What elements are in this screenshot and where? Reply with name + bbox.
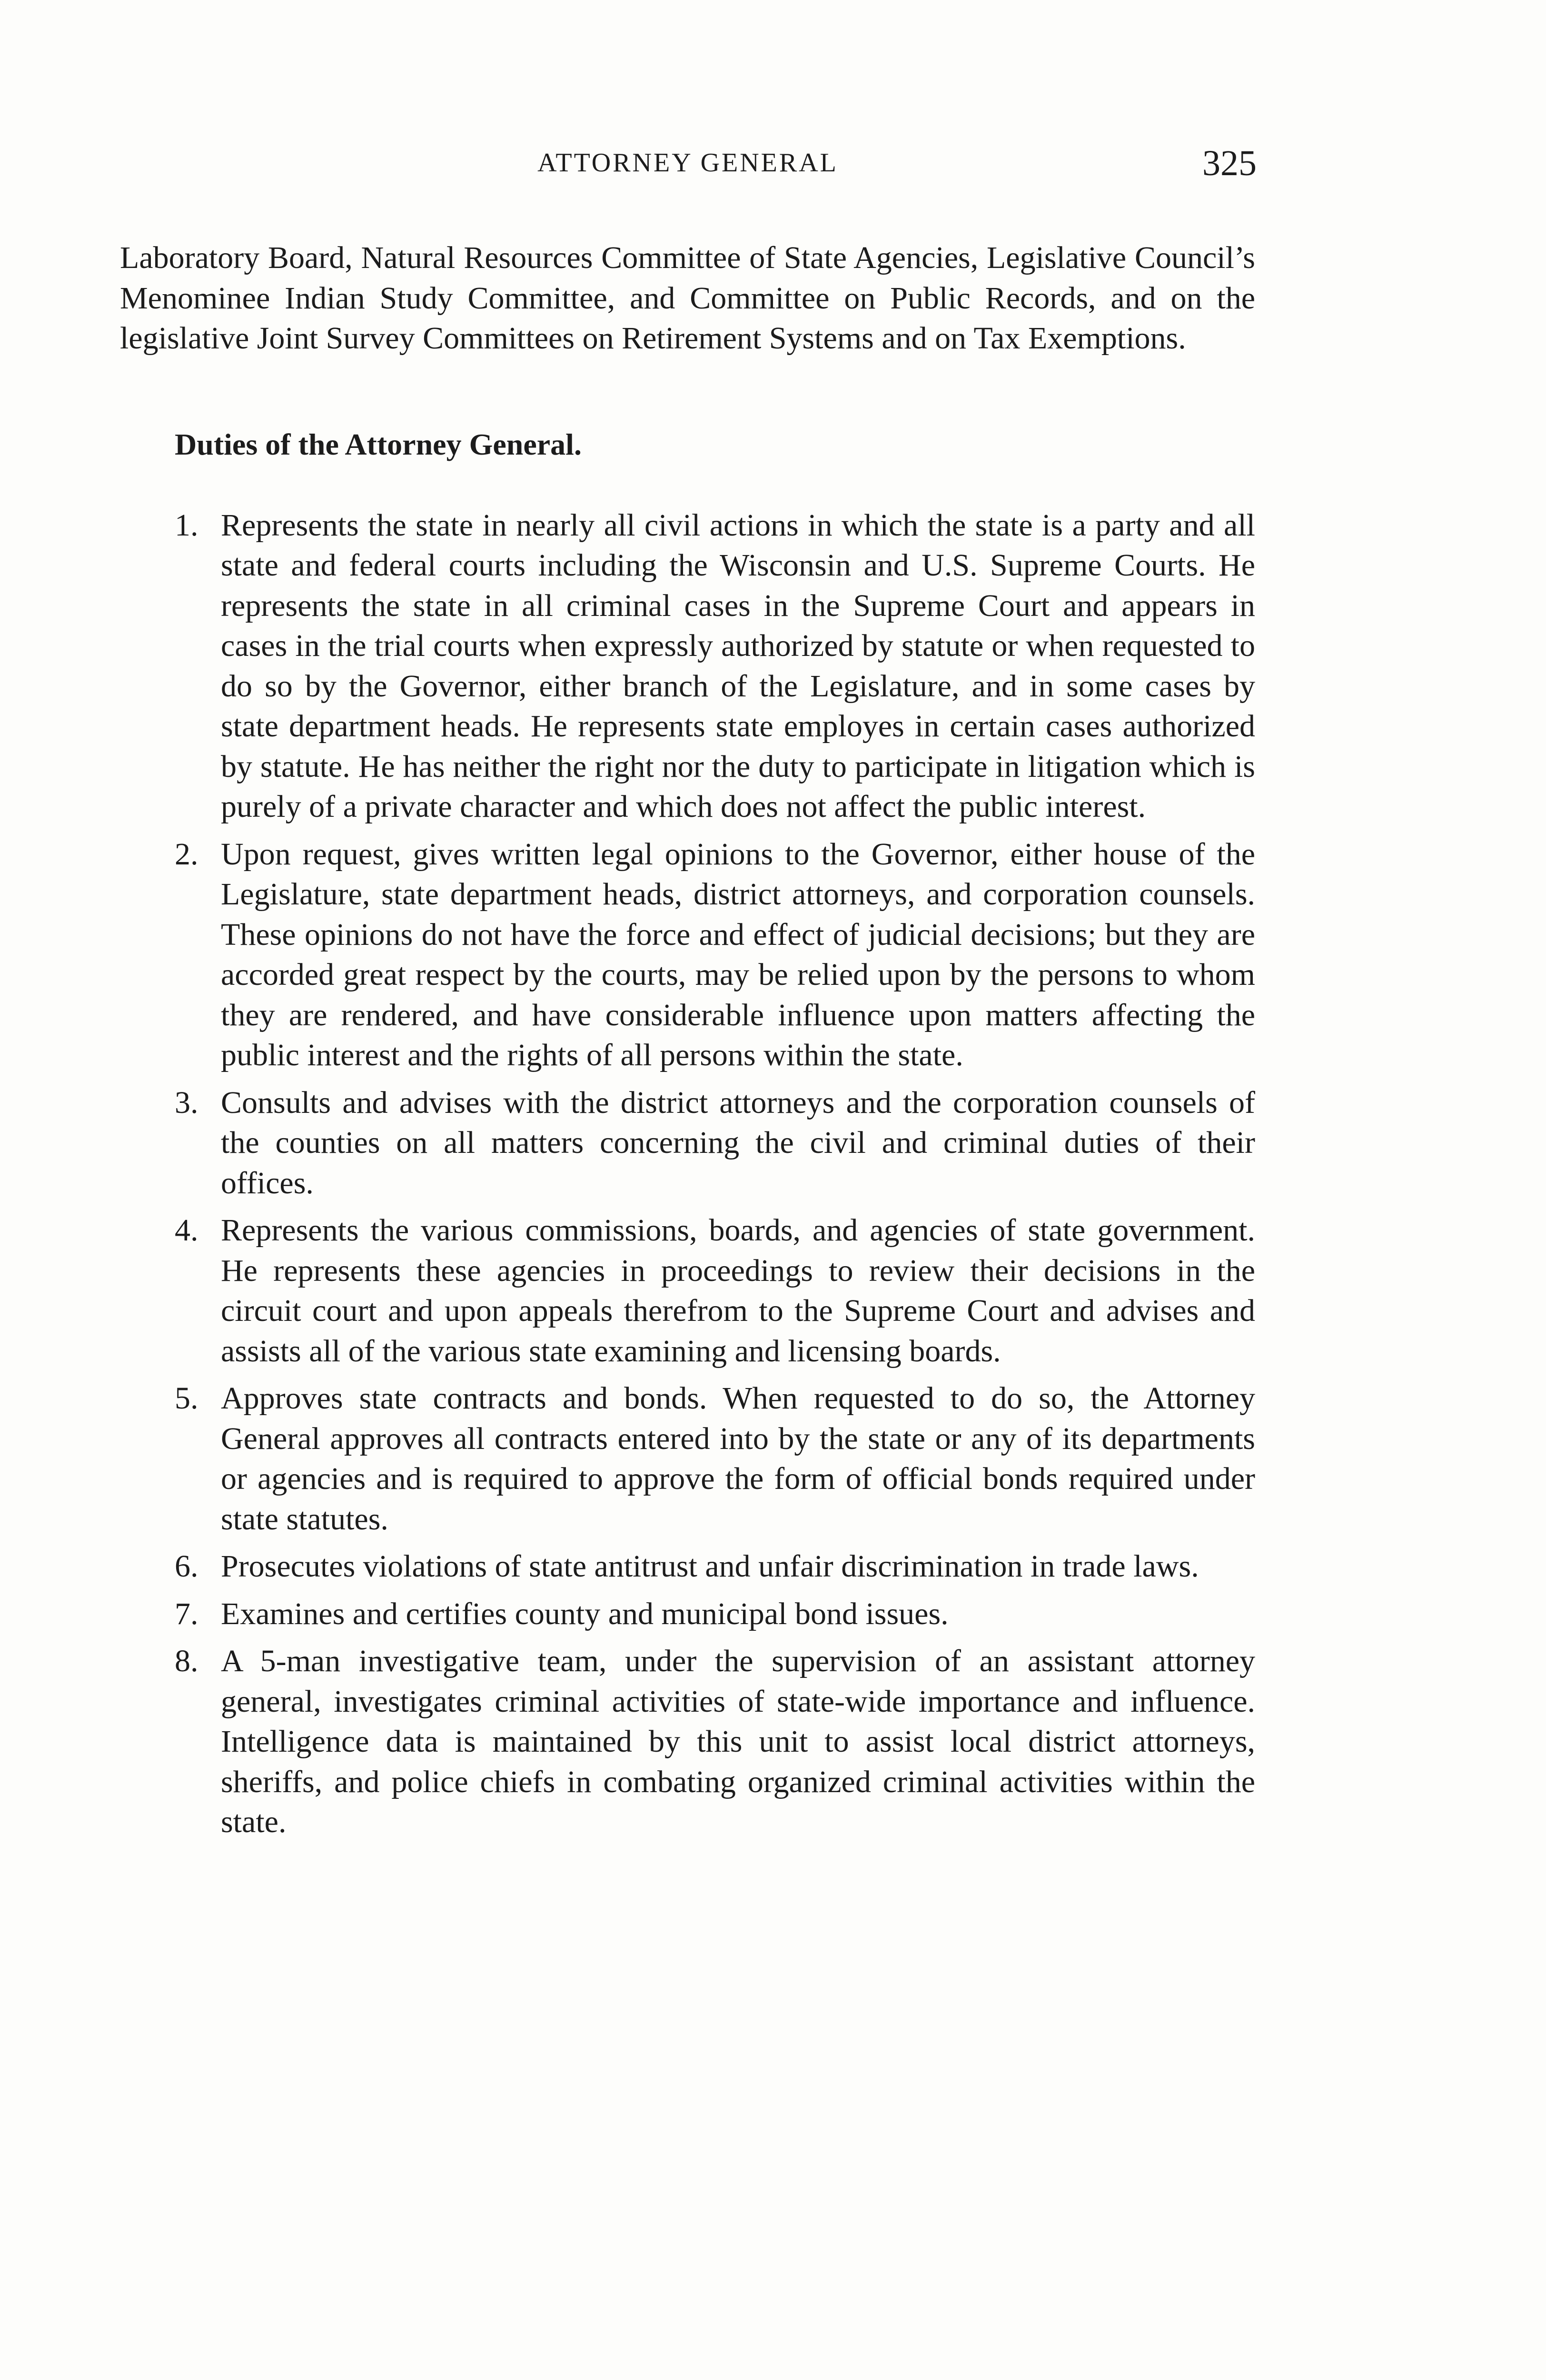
duty-number: 4.	[175, 1213, 198, 1248]
duty-text: Represents the various commissions, boards, and agencies of state government. He represents these agencies in proceedings to review their decisions in the circuit court and upon appeals therefrom to the Supreme Court and advises and assists all of the various state examining and licensing boards.	[221, 1213, 1255, 1368]
section-heading: Duties of the Attorney General.	[175, 427, 582, 461]
duty-item	[120, 1641, 1255, 1843]
duty-text: Approves state contracts and bonds. When requested to do so, the Attorney General approves all contracts entered into by the state or any of its departments or agencies and is required to approve the form of official bonds required under state statutes.	[221, 1381, 1255, 1537]
duty-item	[120, 506, 1255, 827]
duty-item	[120, 834, 1255, 1076]
duty-item	[120, 1378, 1255, 1539]
duty-item	[120, 1594, 1255, 1635]
duty-text: A 5-man investigative team, under the supervision of an assistant attorney general, investigates criminal activities of state-wide importance and influence. Intelligence data is maintained by this unit to assist local district attorneys, sheriffs, and police chiefs in combating organized criminal activities within the state.	[221, 1644, 1255, 1839]
duty-text: Represents the state in nearly all civil actions in which the state is a party and all state and federal courts including the Wisconsin and U.S. Supreme Courts. He represents the state in all criminal cases in the Supreme Court and appears in cases in the trial courts when expressly authorized by statute or when requested to do so by the Governor, either branch of the Legislature, and in some cases by state department heads. He represents state employes in certain cases authorized by statute. He has neither the right nor the duty to participate in litigation which is purely of a private character and which does not affect the public interest.	[221, 507, 1255, 824]
duty-item	[120, 1547, 1255, 1587]
duty-item	[120, 1210, 1255, 1371]
page-content	[120, 238, 1255, 1850]
running-head	[119, 143, 1257, 200]
intro-paragraph: Laboratory Board, Natural Resources Committee of State Agencies, Legislative Council’s Menominee Indian Study Committee, and Committee on Public Records, and on the legislative Joint Survey Committees on Retirement Systems and on Tax Exemptions.	[120, 240, 1255, 356]
duty-number: 8.	[175, 1644, 198, 1678]
duty-number: 7.	[175, 1596, 198, 1631]
duty-number: 2.	[175, 836, 198, 872]
duty-item	[120, 1083, 1255, 1204]
duty-text: Examines and certifies county and municipal bond issues.	[221, 1596, 949, 1631]
duty-number: 3.	[175, 1085, 198, 1120]
duty-number: 1.	[175, 507, 198, 543]
duties-list	[120, 506, 1255, 1843]
duty-text: Prosecutes violations of state antitrust and unfair discrimination in trade laws.	[221, 1549, 1199, 1584]
running-title: ATTORNEY GENERAL	[537, 148, 838, 178]
duty-number: 6.	[175, 1549, 198, 1584]
duty-text: Upon request, gives written legal opinions to the Governor, either house of the Legislature, state department heads, district attorneys, and corporation counsels. These opinions do not have the force and effect of judicial decisions; but they are accorded great respect by the courts, may be relied upon by the persons to whom they are rendered, and have considerable influence upon matters affecting the public interest and the rights of all persons within the state.	[221, 836, 1255, 1072]
page-number: 325	[1202, 143, 1257, 183]
duty-number: 5.	[175, 1381, 198, 1416]
duty-text: Consults and advises with the district attorneys and the corporation counsels of the counties on all matters concerning the civil and criminal duties of their offices.	[221, 1085, 1255, 1200]
